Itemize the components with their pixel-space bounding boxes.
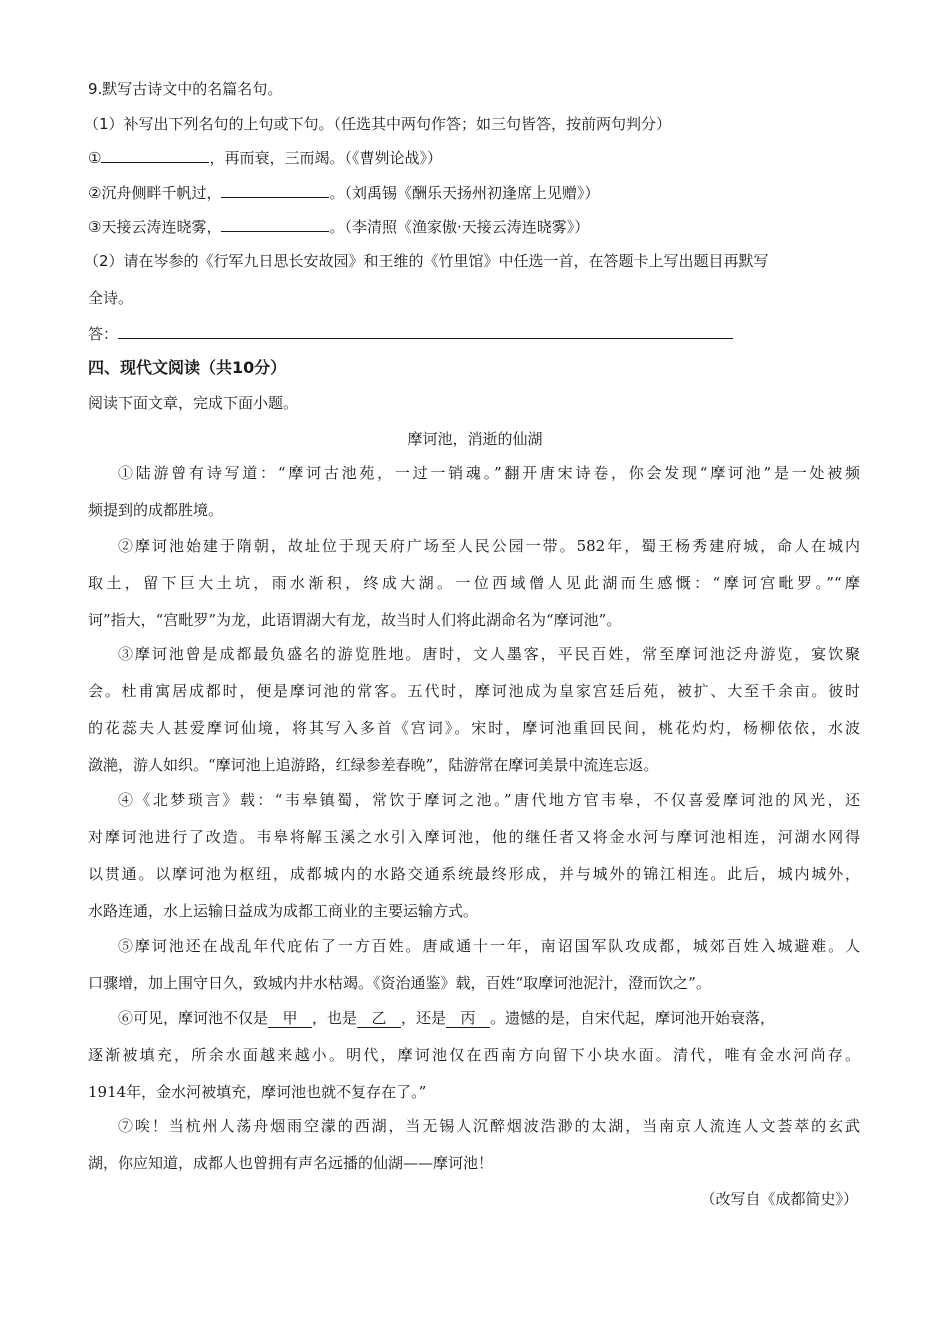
question-9-item-2 (88, 181, 599, 204)
paragraph-line: ④《北梦琐言》载：“韦皋镇蜀，常饮于摩诃之池。”唐代地方官韦皋，不仅喜爱摩诃池的风光，还 (118, 791, 860, 809)
blank-yi[interactable]: 乙 (357, 1009, 401, 1028)
item-1-suffix: ，再而衰，三而竭。（《曹刿论战》） (209, 149, 442, 167)
answer-line (88, 322, 733, 345)
paragraph-line: ③摩诃池曾是成都最负盛名的游览胜地。唐时，文人墨客，平民百姓，常至摩诃池泛舟游览，宴饮聚 (118, 645, 860, 663)
paragraph-text: ，也是 (312, 1009, 358, 1027)
article-paragraph-3 (88, 643, 860, 791)
article-paragraph-5 (88, 935, 860, 1009)
paragraph-line: 潋滟，游人如织。“摩诃池上追游路，红绿参差春晚”，陆游常在摩诃美景中流连忘返。 (88, 756, 659, 774)
article-paragraph-7 (88, 1115, 860, 1189)
paragraph-line: 取土，留下巨大土坑，雨水渐积，终成大湖。一位西域僧人见此湖而生感慨：“摩诃宫毗罗。”“摩 (88, 574, 860, 592)
paragraph-line: 对摩诃池进行了改造。韦皋将解玉溪之水引入摩诃池，他的继任者又将金水河与摩诃池相连，河湖水网得 (88, 828, 860, 846)
answer-label: 答： (88, 325, 119, 343)
paragraph-text: 。遗憾的是，自宋代起，摩诃池开始衰落， (490, 1009, 776, 1027)
paragraph-line: 水路连通，水上运输日益成为成都工商业的主要运输方式。 (88, 902, 479, 920)
paragraph-line: 湖，你应知道，成都人也曾拥有声名远播的仙湖——摩诃池！ (88, 1154, 494, 1172)
paragraph-line: ②摩诃池始建于隋朝，故址位于现天府广场至人民公园一带。582年，蜀王杨秀建府城，命人在城内 (118, 537, 860, 555)
question-9-item-1 (88, 146, 442, 169)
blank-bing[interactable]: 丙 (446, 1009, 490, 1028)
question-9-part2-line-1: （2）请在岑参的《行军九日思长安故园》和王维的《竹里馆》中任选一首，在答题卡上写出题目再默写 (84, 252, 769, 270)
paragraph-line: ⑤摩诃池还在战乱年代庇佑了一方百姓。唐咸通十一年，南诏国军队攻成都，城郊百姓入城避难。人 (118, 937, 860, 955)
article-paragraph-4 (88, 789, 860, 937)
item-3-answer-blank[interactable] (221, 215, 329, 232)
article-paragraph-2 (88, 535, 860, 646)
paragraph-line: ①陆游曾有诗写道：“摩诃古池苑，一过一销魂。”翻开唐宋诗卷，你会发现“摩诃池”是一处被频 (118, 464, 860, 482)
paragraph-line: 会。杜甫寓居成都时，便是摩诃池的常客。五代时，摩诃池成为皇家宫廷后苑，被扩、大至千余亩。彼时 (88, 682, 860, 700)
item-3-prefix: ③天接云涛连晓雾， (88, 218, 222, 236)
item-1-answer-blank[interactable] (101, 146, 209, 163)
paragraph-line (88, 1007, 860, 1044)
paragraph-line: 诃”指大，“宫毗罗”为龙，此语谓湖大有龙，故当时人们将此湖命名为“摩诃池”。 (88, 611, 622, 629)
paragraph-text: ，还是 (401, 1009, 447, 1027)
article-source: （改写自《成都简史》） (700, 1190, 858, 1208)
item-3-suffix: 。（李清照《渔家傲·天接云涛连晓雾》） (329, 218, 590, 236)
paragraph-line: 口骤增，加上围守日久，致城内井水枯竭。《资治通鉴》载，百姓“取摩诃池泥汁，澄而饮之”。 (88, 974, 711, 992)
question-9-part2-line-2: 全诗。 (88, 289, 134, 307)
article-paragraph-6 (88, 1007, 860, 1118)
item-2-answer-blank[interactable] (221, 181, 329, 198)
paragraph-text: ⑥可见，摩诃池不仅是 (118, 1009, 269, 1027)
paragraph-line: 以贯通。以摩诃池为枢纽，成都城内的水路交通系统最终形成，并与城外的锦江相连。此后，城内城外， (88, 865, 860, 883)
item-1-prefix: ① (88, 149, 102, 167)
blank-jia[interactable]: 甲 (268, 1009, 312, 1028)
section-heading: 四、现代文阅读（共10分） (88, 358, 287, 377)
answer-field[interactable] (118, 322, 733, 339)
reading-instruction: 阅读下面文章，完成下面小题。 (88, 394, 299, 412)
article-title: 摩诃池，消逝的仙湖 (407, 430, 543, 448)
paragraph-line: 逐渐被填充，所余水面越来越小。明代，摩诃池仅在西南方向留下小块水面。清代，唯有金水河尚存。 (88, 1046, 860, 1064)
article-paragraph-1 (88, 462, 860, 536)
paragraph-line: 频提到的成都胜境。 (88, 501, 224, 519)
item-2-suffix: 。（刘禹锡《酬乐天扬州初逢席上见赠》） (329, 184, 600, 202)
question-9-item-3 (88, 215, 589, 238)
paragraph-line: ⑦唉！当杭州人荡舟烟雨空濛的西湖，当无锡人沉醉烟波浩渺的太湖，当南京人流连人文荟萃的玄武 (118, 1117, 860, 1135)
question-9-title: 9.默写古诗文中的名篇名句。 (88, 80, 283, 98)
paragraph-line: 的花蕊夫人甚爱摩诃仙境，将其写入多首《宫词》。宋时，摩诃池重回民间，桃花灼灼，杨柳依依，水波 (88, 719, 860, 737)
item-2-prefix: ②沉舟侧畔千帆过， (88, 184, 222, 202)
paragraph-line: 1914年，金水河被填充，摩诃池也就不复存在了。” (88, 1083, 427, 1101)
question-9-part1-instruction: （1）补写出下列名句的上句或下句。（任选其中两句作答；如三句皆答，按前两句判分） (84, 115, 672, 133)
